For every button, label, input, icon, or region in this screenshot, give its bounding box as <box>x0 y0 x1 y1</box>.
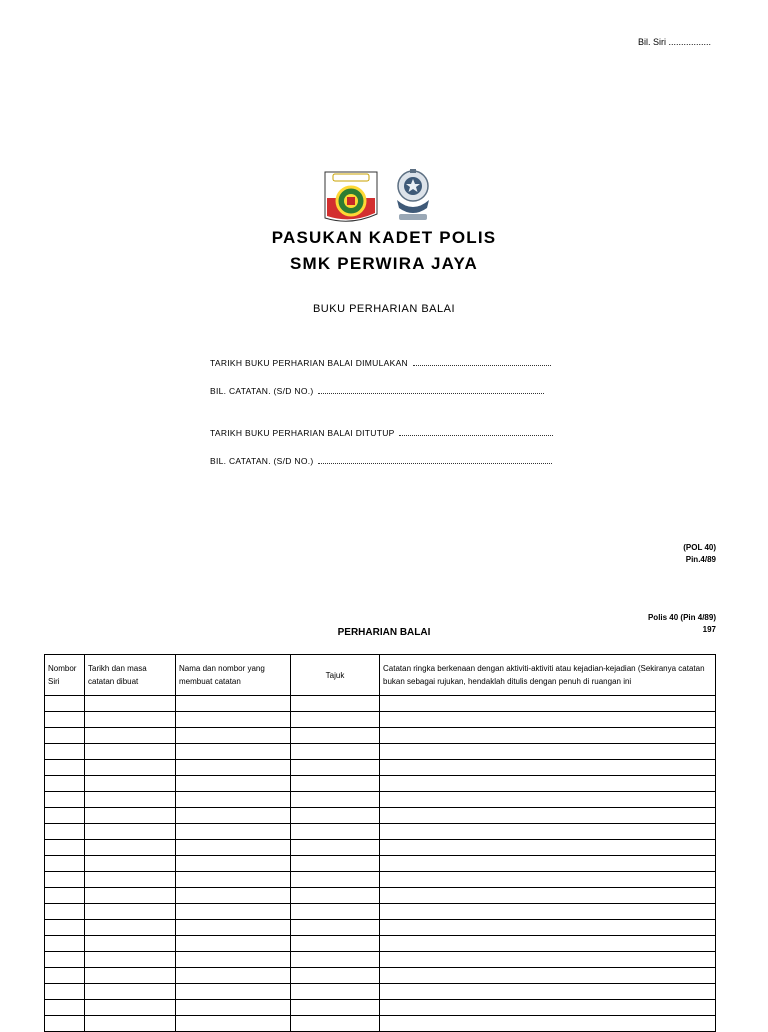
table-cell[interactable] <box>291 1000 380 1016</box>
table-row <box>45 728 716 744</box>
table-cell[interactable] <box>291 888 380 904</box>
table-row <box>45 760 716 776</box>
table-cell[interactable] <box>45 984 85 1000</box>
table-cell[interactable] <box>380 872 716 888</box>
table-cell[interactable] <box>176 904 291 920</box>
table-cell[interactable] <box>380 824 716 840</box>
field-label: TARIKH BUKU PERHARIAN BALAI DITUTUP <box>210 428 395 438</box>
fill-line[interactable] <box>318 385 544 394</box>
table-cell[interactable] <box>85 776 176 792</box>
table-row <box>45 888 716 904</box>
table-cell[interactable] <box>85 696 176 712</box>
table-row <box>45 936 716 952</box>
table-row <box>45 840 716 856</box>
table-cell[interactable] <box>380 936 716 952</box>
table-cell[interactable] <box>176 840 291 856</box>
page-title: PASUKAN KADET POLIS <box>271 228 497 247</box>
table-cell[interactable] <box>380 984 716 1000</box>
field-label: BIL. CATATAN. (S/D NO.) <box>210 456 314 466</box>
table-cell[interactable] <box>45 920 85 936</box>
table-cell[interactable] <box>176 776 291 792</box>
table-cell[interactable] <box>45 744 85 760</box>
table-cell[interactable] <box>380 904 716 920</box>
table-cell[interactable] <box>176 728 291 744</box>
page-subtitle-school: SMK PERWIRA JAYA <box>290 254 478 273</box>
school-crest-icon <box>325 172 377 221</box>
table-cell[interactable] <box>291 728 380 744</box>
table-header-row <box>45 655 716 696</box>
table-cell[interactable] <box>45 824 85 840</box>
table-cell[interactable] <box>291 760 380 776</box>
table-row <box>45 712 716 728</box>
table-row <box>45 1000 716 1016</box>
header-tajuk: Tajuk <box>291 655 380 696</box>
header-tarikh-masa: Tarikh dan masa catatan dibuat <box>85 655 176 696</box>
table-reference: Polis 40 (Pin 4/89) 197 <box>647 613 716 634</box>
table-cell[interactable] <box>291 808 380 824</box>
table-cell[interactable] <box>45 936 85 952</box>
table-cell[interactable] <box>291 744 380 760</box>
table-cell[interactable] <box>85 904 176 920</box>
table-cell[interactable] <box>176 744 291 760</box>
table-title: PERHARIAN BALAI <box>337 627 431 638</box>
field-label: TARIKH BUKU PERHARIAN BALAI DIMULAKAN <box>210 358 408 368</box>
header-nombor-siri: Nombor Siri <box>45 655 85 696</box>
table-cell[interactable] <box>291 856 380 872</box>
table-row <box>45 872 716 888</box>
table-cell[interactable] <box>291 968 380 984</box>
table-cell[interactable] <box>85 760 176 776</box>
table-cell[interactable] <box>291 984 380 1000</box>
table-cell[interactable] <box>176 760 291 776</box>
table-row <box>45 744 716 760</box>
table-cell[interactable] <box>380 760 716 776</box>
table-cell[interactable] <box>85 744 176 760</box>
table-cell[interactable] <box>45 712 85 728</box>
table-row <box>45 904 716 920</box>
table-cell[interactable] <box>291 904 380 920</box>
table-cell[interactable] <box>176 968 291 984</box>
log-table <box>44 654 716 1032</box>
table-cell[interactable] <box>85 808 176 824</box>
table-cell[interactable] <box>45 760 85 776</box>
table-cell[interactable] <box>380 856 716 872</box>
table-cell[interactable] <box>176 856 291 872</box>
table-cell[interactable] <box>380 968 716 984</box>
table-cell[interactable] <box>380 712 716 728</box>
table-cell[interactable] <box>45 808 85 824</box>
table-cell[interactable] <box>176 952 291 968</box>
table-cell[interactable] <box>291 712 380 728</box>
header-nama-nombor: Nama dan nombor yang membuat catatan <box>176 655 291 696</box>
table-cell[interactable] <box>85 792 176 808</box>
table-cell[interactable] <box>45 776 85 792</box>
table-cell[interactable] <box>45 952 85 968</box>
table-cell[interactable] <box>380 744 716 760</box>
table-cell[interactable] <box>45 872 85 888</box>
fill-line[interactable] <box>413 357 551 366</box>
field-entry-count-start <box>210 385 544 396</box>
table-cell[interactable] <box>45 792 85 808</box>
form-reference: (POL 40) Pin.4/89 <box>683 543 716 564</box>
table-cell[interactable] <box>85 872 176 888</box>
table-cell[interactable] <box>45 856 85 872</box>
table-cell[interactable] <box>85 888 176 904</box>
table-cell[interactable] <box>85 728 176 744</box>
table-cell[interactable] <box>45 1000 85 1016</box>
table-cell[interactable] <box>85 920 176 936</box>
table-cell[interactable] <box>85 712 176 728</box>
table-cell[interactable] <box>85 936 176 952</box>
table-cell[interactable] <box>85 952 176 968</box>
bil-siri: Bil. Siri ................. <box>638 37 712 47</box>
police-crest-icon <box>397 169 429 220</box>
table-cell[interactable] <box>291 872 380 888</box>
table-row <box>45 952 716 968</box>
table-cell[interactable] <box>380 808 716 824</box>
table-row <box>45 824 716 840</box>
table-cell[interactable] <box>380 728 716 744</box>
table-cell[interactable] <box>380 1000 716 1016</box>
header-catatan: Catatan ringka berkenaan dengan aktiviti-aktiviti atau kejadian-kejadian (Sekiranya catatan bukan sebagai rujukan, hendaklah ditulis dengan penuh di ruangan ini <box>380 655 716 696</box>
table-cell[interactable] <box>176 888 291 904</box>
table-cell[interactable] <box>85 1000 176 1016</box>
table-cell[interactable] <box>176 920 291 936</box>
table-row <box>45 968 716 984</box>
table-cell[interactable] <box>176 808 291 824</box>
table-cell[interactable] <box>176 984 291 1000</box>
table-cell[interactable] <box>85 824 176 840</box>
table-cell[interactable] <box>291 696 380 712</box>
table-cell[interactable] <box>176 696 291 712</box>
table-cell[interactable] <box>176 792 291 808</box>
table-cell[interactable] <box>380 696 716 712</box>
table-cell[interactable] <box>176 824 291 840</box>
table-row <box>45 776 716 792</box>
book-title: BUKU PERHARIAN BALAI <box>312 303 456 315</box>
table-cell[interactable] <box>291 920 380 936</box>
table-cell[interactable] <box>291 840 380 856</box>
table-cell[interactable] <box>45 840 85 856</box>
table-cell[interactable] <box>291 824 380 840</box>
table-row <box>45 792 716 808</box>
field-entry-count-end <box>210 455 552 466</box>
table-row <box>45 696 716 712</box>
field-start-date <box>210 357 551 368</box>
table-row <box>45 808 716 824</box>
table-cell[interactable] <box>291 792 380 808</box>
table-cell[interactable] <box>45 696 85 712</box>
table-cell[interactable] <box>380 840 716 856</box>
table-cell[interactable] <box>45 888 85 904</box>
table-cell[interactable] <box>45 728 85 744</box>
fill-line[interactable] <box>399 427 553 436</box>
table-cell[interactable] <box>380 888 716 904</box>
logos <box>321 168 441 226</box>
table-cell[interactable] <box>380 776 716 792</box>
table-row <box>45 920 716 936</box>
table-cell[interactable] <box>176 872 291 888</box>
table-cell[interactable] <box>45 904 85 920</box>
table-cell[interactable] <box>380 952 716 968</box>
field-close-date <box>210 427 553 438</box>
table-cell[interactable] <box>176 936 291 952</box>
table-row <box>45 984 716 1000</box>
table-cell[interactable] <box>380 792 716 808</box>
table-cell[interactable] <box>291 776 380 792</box>
table-cell[interactable] <box>85 856 176 872</box>
table-cell[interactable] <box>85 984 176 1000</box>
school-crest-logo <box>321 168 441 226</box>
table-cell[interactable] <box>85 968 176 984</box>
fill-line[interactable] <box>318 455 552 464</box>
table-cell[interactable] <box>45 968 85 984</box>
table-cell[interactable] <box>176 712 291 728</box>
table-cell[interactable] <box>85 840 176 856</box>
table-cell[interactable] <box>176 1000 291 1016</box>
table-cell[interactable] <box>380 920 716 936</box>
table-row <box>45 856 716 872</box>
field-label: BIL. CATATAN. (S/D NO.) <box>210 386 314 396</box>
table-cell[interactable] <box>291 952 380 968</box>
table-cell[interactable] <box>291 936 380 952</box>
